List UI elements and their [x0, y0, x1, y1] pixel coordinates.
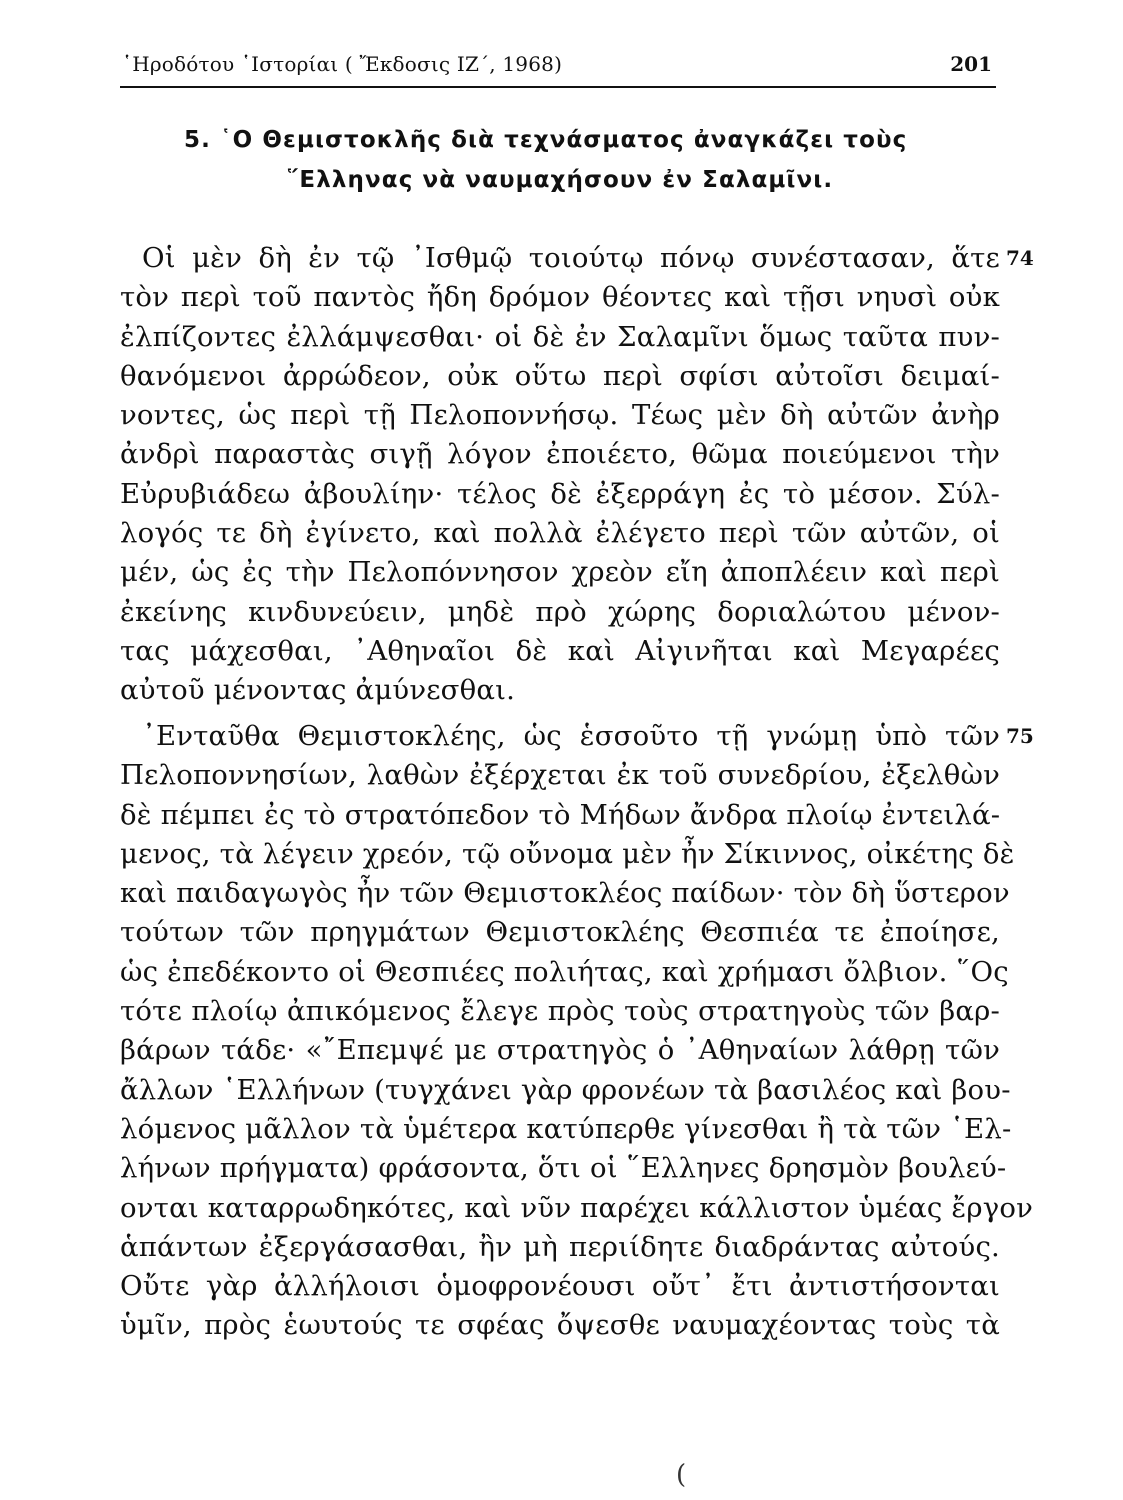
running-head: [122, 48, 992, 80]
text-line: τὸν περὶ τοῦ παντὸς ἤδη δρόμον θέοντες καὶ τῇσι νηυσὶ οὐκ: [120, 281, 1000, 314]
text-line: τας μάχεσθαι, ᾽Αθηναῖοι δὲ καὶ Αἰγινῆται καὶ Μεγαρέες: [120, 634, 1000, 667]
page-number: 201: [950, 52, 992, 76]
text-line: ἄλλων ῾Ελλήνων (τυγχάνει γὰρ φρονέων τὰ βασιλέος καὶ βου-: [120, 1073, 1011, 1106]
header-rule: [120, 86, 996, 88]
text-line: ὑμῖν, πρὸς ἑωυτούς τε σφέας ὄψεσθε ναυμαχέοντας τοὺς τὰ: [120, 1309, 1000, 1342]
text-line: δὲ πέμπει ἐς τὸ στρατόπεδον τὸ Μήδων ἄνδρα πλοίῳ ἐντειλά-: [120, 798, 1001, 831]
margin-chapter-number: 75: [1006, 724, 1034, 748]
stray-pencil-mark: (: [676, 1460, 687, 1490]
text-line: λήνων πρήγματα) φράσοντα, ὅτι οἱ ῞Ελληνες δρησμὸν βουλεύ-: [120, 1152, 1007, 1185]
text-line: ᾽Ενταῦθα Θεμιστοκλέης, ὡς ἑσσοῦτο τῇ γνώμῃ ὑπὸ τῶν: [142, 720, 1000, 752]
text-line: ἁπάντων ἐξεργάσασθαι, ἢν μὴ περιίδητε διαδράντας αὐτούς.: [120, 1230, 1000, 1263]
section-heading-line-2: ῞Ελληνας νὰ ναυμαχήσουν ἐν Σαλαμῖνι.: [286, 167, 834, 193]
text-line: Πελοποννησίων, λαθὼν ἐξέρχεται ἐκ τοῦ συνεδρίου, ἐξελθὼν: [120, 759, 1000, 792]
text-line: αὐτοῦ μένοντας ἀμύνεσθαι.: [120, 674, 516, 707]
text-line: ἐλπίζοντες ἐλλάμψεσθαι· οἱ δὲ ἐν Σαλαμῖνι ὅμως ταῦτα πυν-: [120, 320, 1000, 353]
text-line: τούτων τῶν πρηγμάτων Θεμιστοκλέης Θεσπιέα τε ἐποίησε,: [120, 916, 1000, 949]
text-line: μενος, τὰ λέγειν χρεόν, τῷ οὔνομα μὲν ἦν Σίκιννος, οἰκέτης δὲ: [120, 837, 1015, 870]
text-line: Οἱ μὲν δὴ ἐν τῷ ᾽Ισθμῷ τοιούτῳ πόνῳ συνέστασαν, ἅτε: [142, 242, 1000, 274]
text-line: θανόμενοι ἀρρώδεον, οὐκ οὕτω περὶ σφίσι αὐτοῖσι δειμαί-: [120, 359, 1000, 392]
text-line: ἐκείνης κινδυνεύειν, μηδὲ πρὸ χώρης δοριαλώτου μένον-: [120, 595, 1000, 628]
text-line: Οὔτε γὰρ ἀλλήλοισι ὁμοφρονέουσι οὔτ᾽ ἔτι ἀντιστήσονται: [120, 1270, 1000, 1303]
text-line: Εὐρυβιάδεω ἀβουλίην· τέλος δὲ ἐξερράγη ἐς τὸ μέσον. Σύλ-: [120, 477, 1000, 510]
text-line: τότε πλοίῳ ἀπικόμενος ἔλεγε πρὸς τοὺς στρατηγοὺς τῶν βαρ-: [120, 995, 1000, 1028]
text-line: λόμενος μᾶλλον τὰ ὑμέτερα κατύπερθε γίνεσθαι ἢ τὰ τῶν ῾Ελ-: [120, 1112, 1012, 1145]
text-line: καὶ παιδαγωγὸς ἦν τῶν Θεμιστοκλέος παίδων· τὸν δὴ ὕστερον: [120, 877, 1010, 910]
text-line: λογός τε δὴ ἐγίνετο, καὶ πολλὰ ἐλέγετο περὶ τῶν αὐτῶν, οἱ: [120, 517, 1000, 550]
section-heading: [140, 120, 980, 200]
text-line: νοντες, ὡς περὶ τῇ Πελοποννήσῳ. Τέως μὲν δὴ αὐτῶν ἀνὴρ: [120, 399, 1000, 432]
text-line: ἀνδρὶ παραστὰς σιγῇ λόγον ἐποιέετο, θῶμα ποιεύμενοι τὴν: [120, 438, 1000, 471]
section-heading-line-1: 5. ῾Ο Θεμιστοκλῆς διὰ τεχνάσματος ἀναγκάζει τοὺς: [184, 127, 908, 153]
text-line: βάρων τάδε· «῎Επεμψέ με στρατηγὸς ὁ ᾽Αθηναίων λάθρῃ τῶν: [120, 1034, 1000, 1067]
text-line: ονται καταρρωδηκότες, καὶ νῦν παρέχει κάλλιστον ὑμέας ἔργον: [120, 1191, 1034, 1224]
text-line: μέν, ὡς ἐς τὴν Πελοπόννησον χρεὸν εἴη ἀποπλέειν καὶ περὶ: [120, 556, 1000, 589]
running-head-title: ῾Ηροδότου ῾Ιστορίαι ( Ἔκδοσις ΙΖ΄, 1968): [122, 52, 563, 76]
text-line: ὡς ἐπεδέκοντο οἱ Θεσπιέες πολιήτας, καὶ χρήμασι ὄλβιον. ῞Ος: [120, 955, 1009, 988]
margin-chapter-number: 74: [1006, 246, 1034, 270]
paragraph-74: [120, 239, 1000, 711]
